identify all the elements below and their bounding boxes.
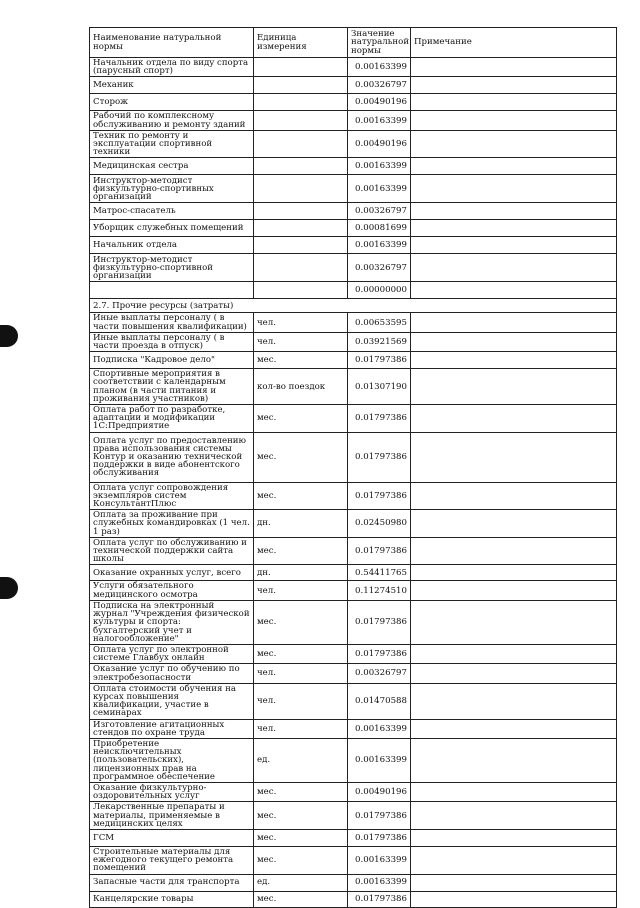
- cell-name: Подписка "Кадровое дело": [90, 352, 254, 369]
- cell-unit: мес.: [254, 891, 348, 907]
- cell-note: [411, 175, 617, 203]
- cell-unit: чел.: [254, 581, 348, 600]
- norms-table: [89, 27, 617, 908]
- cell-name: Матрос-спасатель: [90, 203, 254, 220]
- table-row: [90, 58, 617, 77]
- table-row: [90, 282, 617, 299]
- cell-value: 0.00163399: [348, 719, 411, 738]
- cell-note: [411, 581, 617, 600]
- cell-note: [411, 220, 617, 237]
- cell-name: Рабочий по комплексному обслуживанию и ремонту зданий: [90, 111, 254, 130]
- table-row: [90, 846, 617, 874]
- cell-name: Приобретение неисключительных (пользовательских), лицензионных прав на программное обеспечение: [90, 738, 254, 782]
- cell-unit: [254, 237, 348, 254]
- cell-note: [411, 332, 617, 351]
- cell-value: 0.01797386: [348, 600, 411, 644]
- cell-value: 0.01797386: [348, 432, 411, 482]
- header-value: Значение натуральной нормы: [348, 28, 411, 58]
- table-row: [90, 565, 617, 581]
- cell-value: 0.00163399: [348, 158, 411, 175]
- cell-unit: [254, 175, 348, 203]
- cell-note: [411, 254, 617, 282]
- cell-name: Начальник отдела: [90, 237, 254, 254]
- cell-note: [411, 719, 617, 738]
- cell-name: Канцелярские товары: [90, 891, 254, 907]
- cell-note: [411, 537, 617, 565]
- rows-other: [90, 313, 617, 907]
- cell-value: 0.01307190: [348, 369, 411, 405]
- table-row: [90, 352, 617, 369]
- cell-value: 0.00326797: [348, 203, 411, 220]
- table-row: [90, 874, 617, 891]
- cell-unit: [254, 58, 348, 77]
- table-row: [90, 829, 617, 846]
- cell-value: 0.11274510: [348, 581, 411, 600]
- cell-name: Оплата стоимости обучения на курсах повышения квалификации, участие в семинарах: [90, 683, 254, 719]
- cell-unit: мес.: [254, 482, 348, 510]
- cell-unit: дн.: [254, 510, 348, 538]
- cell-name: Спортивные мероприятия в соответствии с календарным планом (в части питания и проживания участников): [90, 369, 254, 405]
- cell-value: 0.01470588: [348, 683, 411, 719]
- cell-value: 0.00490196: [348, 782, 411, 801]
- header-note: Примечание: [411, 28, 617, 58]
- cell-unit: [254, 77, 348, 94]
- section-row: [90, 299, 617, 313]
- cell-note: [411, 405, 617, 433]
- cell-value: 0.00490196: [348, 94, 411, 111]
- cell-value: 0.00163399: [348, 111, 411, 130]
- cell-note: [411, 664, 617, 683]
- cell-note: [411, 874, 617, 891]
- cell-unit: [254, 130, 348, 158]
- cell-value: 0.00163399: [348, 175, 411, 203]
- cell-unit: мес.: [254, 405, 348, 433]
- cell-value: 0.00163399: [348, 738, 411, 782]
- cell-value: 0.00653595: [348, 313, 411, 332]
- cell-note: [411, 510, 617, 538]
- cell-value: 0.54411765: [348, 565, 411, 581]
- table-row: [90, 581, 617, 600]
- cell-unit: ед.: [254, 738, 348, 782]
- cell-note: [411, 644, 617, 663]
- cell-value: 0.01797386: [348, 891, 411, 907]
- cell-value: 0.00163399: [348, 58, 411, 77]
- header-name: Наименование натуральной нормы: [90, 28, 254, 58]
- table-row: [90, 203, 617, 220]
- table-row: [90, 537, 617, 565]
- table-row: [90, 600, 617, 644]
- cell-value: 0.00326797: [348, 77, 411, 94]
- cell-name: Начальник отдела по виду спорта (парусный спорт): [90, 58, 254, 77]
- cell-note: [411, 94, 617, 111]
- cell-name: Оплата услуг по электронной системе Главбух онлайн: [90, 644, 254, 663]
- cell-note: [411, 738, 617, 782]
- cell-note: [411, 369, 617, 405]
- table-row: [90, 175, 617, 203]
- table-row: [90, 738, 617, 782]
- table-row: [90, 432, 617, 482]
- table-row: [90, 94, 617, 111]
- cell-unit: [254, 94, 348, 111]
- cell-name: [90, 282, 254, 299]
- cell-unit: мес.: [254, 802, 348, 830]
- header-row: [90, 28, 617, 58]
- cell-unit: [254, 282, 348, 299]
- cell-name: Оплата услуг по обслуживанию и технической поддержки сайта школы: [90, 537, 254, 565]
- cell-value: 0.02450980: [348, 510, 411, 538]
- cell-note: [411, 482, 617, 510]
- section-title: 2.7. Прочие ресурсы (затраты): [90, 299, 617, 313]
- cell-name: Запасные части для транспорта: [90, 874, 254, 891]
- table-row: [90, 782, 617, 801]
- cell-name: Лекарственные препараты и материалы, применяемые в медицинских целях: [90, 802, 254, 830]
- cell-value: 0.00000000: [348, 282, 411, 299]
- cell-note: [411, 237, 617, 254]
- table-row: [90, 254, 617, 282]
- cell-name: Оплата работ по разработке, адаптации и модификации 1С:Предприятие: [90, 405, 254, 433]
- cell-note: [411, 130, 617, 158]
- cell-value: 0.03921569: [348, 332, 411, 351]
- cell-value: 0.00163399: [348, 846, 411, 874]
- cell-unit: [254, 220, 348, 237]
- cell-unit: мес.: [254, 782, 348, 801]
- cell-note: [411, 111, 617, 130]
- cell-unit: мес.: [254, 352, 348, 369]
- cell-note: [411, 565, 617, 581]
- cell-name: Инструктор-методист физкультурно-спортивных организаций: [90, 175, 254, 203]
- cell-name: Техник по ремонту и эксплуатации спортивной техники: [90, 130, 254, 158]
- cell-unit: дн.: [254, 565, 348, 581]
- cell-note: [411, 77, 617, 94]
- cell-value: 0.01797386: [348, 482, 411, 510]
- punch-hole-bottom: [0, 577, 18, 599]
- cell-value: 0.01797386: [348, 644, 411, 663]
- cell-name: Оказание услуг по обучению по электробезопасности: [90, 664, 254, 683]
- table-row: [90, 369, 617, 405]
- cell-unit: мес.: [254, 644, 348, 663]
- table-row: [90, 158, 617, 175]
- cell-value: 0.00326797: [348, 664, 411, 683]
- cell-name: Оплата за проживание при служебных командировках (1 чел. 1 раз): [90, 510, 254, 538]
- table-row: [90, 683, 617, 719]
- cell-unit: [254, 111, 348, 130]
- cell-value: 0.00490196: [348, 130, 411, 158]
- cell-note: [411, 802, 617, 830]
- table-row: [90, 237, 617, 254]
- header-unit: Единица измерения: [254, 28, 348, 58]
- cell-unit: чел.: [254, 719, 348, 738]
- cell-unit: [254, 203, 348, 220]
- rows-section: [90, 299, 617, 313]
- punch-hole-top: [0, 325, 18, 347]
- cell-unit: мес.: [254, 846, 348, 874]
- cell-value: 0.01797386: [348, 537, 411, 565]
- table-row: [90, 130, 617, 158]
- table-row: [90, 313, 617, 332]
- cell-name: Инструктор-методист физкультурно-спортивной организации: [90, 254, 254, 282]
- cell-unit: мес.: [254, 600, 348, 644]
- cell-note: [411, 829, 617, 846]
- cell-unit: мес.: [254, 432, 348, 482]
- cell-value: 0.01797386: [348, 405, 411, 433]
- cell-unit: кол-во поездок: [254, 369, 348, 405]
- cell-unit: чел.: [254, 332, 348, 351]
- table-row: [90, 644, 617, 663]
- cell-name: Сторож: [90, 94, 254, 111]
- cell-value: 0.00163399: [348, 237, 411, 254]
- cell-unit: чел.: [254, 313, 348, 332]
- table-row: [90, 719, 617, 738]
- table-row: [90, 405, 617, 433]
- cell-unit: [254, 254, 348, 282]
- cell-name: Оплата услуг сопровождения экземпляров систем КонсультантПлюс: [90, 482, 254, 510]
- cell-name: Оплата услуг по предоставлению права использования системы Контур и оказанию технической поддержки в виде абонентского обслуживания: [90, 432, 254, 482]
- cell-note: [411, 432, 617, 482]
- cell-unit: ед.: [254, 874, 348, 891]
- cell-unit: чел.: [254, 683, 348, 719]
- cell-unit: чел.: [254, 664, 348, 683]
- cell-name: Медицинская сестра: [90, 158, 254, 175]
- cell-name: Оказание физкультурно-оздоровительных услуг: [90, 782, 254, 801]
- cell-value: 0.01797386: [348, 829, 411, 846]
- cell-note: [411, 203, 617, 220]
- cell-note: [411, 782, 617, 801]
- cell-value: 0.00163399: [348, 874, 411, 891]
- cell-note: [411, 683, 617, 719]
- cell-note: [411, 282, 617, 299]
- cell-name: Механик: [90, 77, 254, 94]
- table-row: [90, 77, 617, 94]
- table-row: [90, 482, 617, 510]
- cell-name: Услуги обязательного медицинского осмотра: [90, 581, 254, 600]
- cell-value: 0.00081699: [348, 220, 411, 237]
- cell-note: [411, 352, 617, 369]
- table-row: [90, 111, 617, 130]
- cell-name: ГСМ: [90, 829, 254, 846]
- cell-name: Изготовление агитационных стендов по охране труда: [90, 719, 254, 738]
- cell-value: 0.01797386: [348, 352, 411, 369]
- cell-note: [411, 58, 617, 77]
- table-row: [90, 664, 617, 683]
- rows-staff: [90, 58, 617, 299]
- cell-unit: мес.: [254, 537, 348, 565]
- table-row: [90, 220, 617, 237]
- cell-note: [411, 158, 617, 175]
- cell-name: Оказание охранных услуг, всего: [90, 565, 254, 581]
- cell-value: 0.01797386: [348, 802, 411, 830]
- table-row: [90, 802, 617, 830]
- cell-name: Иные выплаты персоналу ( в части повышения квалификации): [90, 313, 254, 332]
- cell-name: Строительные материалы для ежегодного текущего ремонта помещений: [90, 846, 254, 874]
- cell-note: [411, 313, 617, 332]
- table-row: [90, 510, 617, 538]
- cell-name: Уборщик служебных помещений: [90, 220, 254, 237]
- cell-value: 0.00326797: [348, 254, 411, 282]
- cell-note: [411, 846, 617, 874]
- cell-unit: [254, 158, 348, 175]
- table-row: [90, 332, 617, 351]
- cell-note: [411, 600, 617, 644]
- cell-name: Подписка на электронный журнал "Учреждения физической культуры и спорта: бухгалтерский учет и налогообложение": [90, 600, 254, 644]
- cell-unit: мес.: [254, 829, 348, 846]
- cell-name: Иные выплаты персоналу ( в части проезда в отпуск): [90, 332, 254, 351]
